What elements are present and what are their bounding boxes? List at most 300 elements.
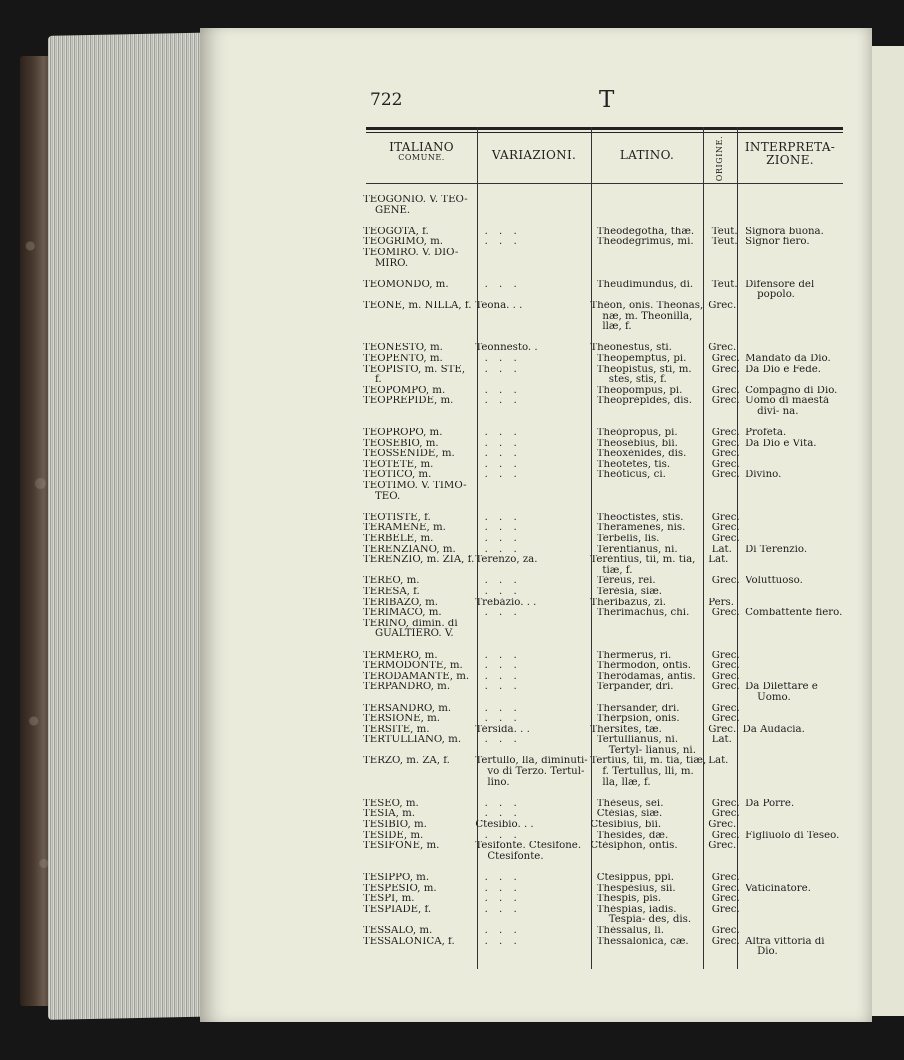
entry-latino: Thesides, dæ.	[596, 830, 669, 841]
entry-latino	[590, 248, 707, 269]
entry-origine: Pers.	[708, 597, 735, 608]
entry-interpretazione	[745, 460, 845, 471]
entry-interpretazione: Uomo di maestà divi- na.	[745, 396, 830, 417]
table-row	[363, 396, 845, 417]
table-row	[363, 460, 845, 471]
table-row	[363, 555, 845, 576]
entry-latino: Thersites, tæ.	[590, 724, 662, 735]
entry-variazioni: . . .	[484, 279, 521, 290]
row-spacer	[363, 502, 845, 513]
entry-latino: Terèsia, siæ.	[596, 586, 663, 597]
entry-origine: Grec.	[711, 798, 740, 809]
entry-latino: Thèon, onis. Theonas, næ, m. Theonilla, llæ, f.	[590, 300, 704, 333]
entry-origine: Grec.	[711, 459, 740, 470]
entry-variazioni	[475, 195, 590, 216]
table-row	[363, 248, 845, 269]
entry-interpretazione: Figliuolo di Teseo.	[745, 830, 840, 841]
entry-latino: Thessalonica, cæ.	[596, 936, 689, 947]
entry-origine	[707, 248, 742, 269]
header-origine	[703, 136, 737, 180]
entry-variazioni: . . .	[484, 512, 521, 523]
entry-latino	[590, 195, 707, 216]
entry-interpretazione	[743, 598, 845, 609]
entry-origine: Grec.	[711, 661, 740, 672]
header-interpretazione-line-1: INTERPRETA-	[744, 140, 836, 154]
table-row	[363, 237, 845, 248]
header-interpretazione-line-2: ZIONE.	[766, 152, 814, 167]
entry-interpretazione: Da Dio e Vita.	[745, 438, 817, 449]
entry-italiano: TEÒPROPO, m.	[363, 428, 443, 439]
entry-latino: Thespèsius, sii.	[596, 883, 676, 894]
entry-italiano: TERINO, dimin. di GUALTIERO. V.	[363, 618, 458, 640]
table-row	[363, 661, 845, 672]
entry-interpretazione: Signora buona.	[745, 226, 824, 237]
entry-variazioni: . . .	[484, 438, 521, 449]
entry-italiano: TERBELE, m.	[363, 534, 434, 544]
entry-variazioni: . . .	[484, 353, 521, 364]
entry-interpretazione	[745, 704, 845, 715]
entry-interpretazione: Divino.	[745, 470, 782, 481]
entry-origine: Grec.	[711, 904, 740, 915]
section-letter: T	[599, 87, 615, 113]
entry-interpretazione	[743, 841, 845, 862]
entry-interpretazione: Di Terenzio.	[745, 544, 808, 555]
header-italiano	[366, 141, 477, 162]
table-row	[363, 714, 845, 725]
entry-interpretazione	[743, 619, 845, 640]
entry-variazioni: . . .	[484, 237, 521, 248]
entry-latino: Theopemptus, pi.	[596, 353, 687, 364]
table-row	[363, 884, 845, 895]
entry-interpretazione: Da Audacia.	[742, 724, 805, 735]
table-row	[363, 608, 845, 619]
table-row	[363, 513, 845, 524]
entry-interpretazione: Difensore del popolo.	[745, 279, 815, 301]
entry-variazioni: . . .	[484, 735, 521, 746]
table-row	[363, 598, 845, 609]
entry-variazioni: . . .	[484, 396, 521, 407]
entry-interpretazione	[745, 651, 845, 662]
table-row	[363, 937, 845, 958]
entry-italiano: TEOPISTO, m. STE, f.	[363, 364, 466, 386]
book-page	[200, 28, 872, 1022]
entry-interpretazione	[745, 672, 845, 683]
entry-latino: Tertullianus, ni. Tertyl- lianus, ni.	[596, 735, 696, 756]
entry-variazioni: . . .	[484, 459, 521, 470]
table-row	[363, 799, 845, 810]
entry-variazioni	[475, 619, 590, 640]
entry-latino: Theoprèpides, dis.	[596, 396, 692, 407]
entry-variazioni	[475, 481, 590, 502]
entry-variazioni: Tertullo, lla, diminuti- vo di Terzo. Tertul- lino.	[475, 756, 588, 788]
entry-interpretazione	[745, 523, 845, 534]
entry-latino: Theodegrimus, mi.	[596, 237, 694, 248]
entry-origine	[711, 587, 745, 598]
table-row	[363, 587, 845, 598]
header-latino	[591, 149, 703, 162]
entry-interpretazione	[745, 661, 845, 672]
entry-latino: Theopompus, pi.	[596, 385, 683, 396]
entry-italiano: TERENZIANO, m.	[363, 544, 456, 555]
entry-origine: Grec.	[711, 428, 740, 439]
entry-variazioni: . . .	[484, 925, 521, 936]
entry-variazioni: . . .	[484, 534, 521, 544]
entry-interpretazione	[745, 894, 845, 905]
entry-origine: Grec.	[711, 936, 740, 947]
entry-latino: Thespis, pis.	[596, 894, 662, 905]
entry-italiano: TERMODONTE, m.	[363, 661, 463, 672]
entry-origine: Grec.	[711, 830, 740, 841]
entry-origine: Teut.	[711, 279, 738, 290]
entry-variazioni: . . .	[484, 364, 521, 375]
entry-variazioni: . . .	[484, 576, 521, 587]
entry-latino: Theodegotha, thæ.	[596, 226, 695, 237]
entry-origine: Grec.	[711, 671, 740, 682]
entry-variazioni: . . .	[484, 894, 521, 905]
entry-variazioni: Tèrsida. . .	[475, 724, 530, 735]
entry-variazioni: . . .	[484, 449, 521, 460]
entry-italiano: TÈSSALO, m.	[363, 925, 433, 936]
entry-origine: Lat.	[708, 756, 729, 767]
table-row	[363, 280, 845, 301]
entry-origine: Grec.	[711, 364, 740, 375]
table-row	[363, 523, 845, 534]
entry-latino: Thèssalus, li.	[596, 925, 664, 936]
entry-origine: Grec.	[711, 449, 740, 460]
table-row	[363, 682, 845, 703]
entry-italiano: TEOGOTA, f.	[363, 226, 429, 237]
entry-variazioni: . . .	[484, 470, 521, 481]
entry-interpretazione: Compagno di Dio.	[745, 385, 838, 396]
entry-variazioni: . . .	[484, 544, 521, 555]
entry-italiano: TESÌBIO, m.	[363, 820, 427, 831]
entry-origine: Grec.	[711, 353, 740, 364]
entry-latino: Terbelis, lis.	[596, 534, 660, 544]
entry-interpretazione: Mandato da Dio.	[745, 353, 831, 364]
entry-origine: Grec.	[708, 841, 737, 852]
table-row	[363, 672, 845, 683]
table-row	[363, 735, 845, 756]
entry-latino: Thèrmodon, ontis.	[596, 661, 692, 672]
table-row	[363, 704, 845, 715]
table-row	[363, 873, 845, 884]
table-row	[363, 227, 845, 238]
entry-latino: Terèntius, tii, m. tia, tiæ, f.	[590, 555, 696, 576]
entry-origine: Teut.	[711, 226, 738, 237]
entry-latino: Tertius, tii, m. tia, tiæ, f. Tertullus, lli, m. lla, llæ, f.	[590, 756, 707, 788]
entry-variazioni: . . .	[484, 226, 521, 237]
entry-italiano: TÈSIA, m.	[363, 809, 415, 820]
entry-italiano: TEOPENTO, m.	[363, 353, 443, 364]
entry-interpretazione: Da Dilettare e Uomo.	[745, 682, 818, 703]
entry-variazioni: . . .	[484, 650, 521, 661]
table-row	[363, 619, 845, 640]
entry-latino: Thèrpsion, onis.	[596, 714, 680, 725]
table-row	[363, 470, 845, 481]
table-row	[363, 195, 845, 216]
entry-origine	[707, 481, 742, 502]
entry-latino: Theoxènides, dis.	[596, 449, 687, 460]
entry-interpretazione: Altra vittoria di Dio.	[745, 936, 825, 958]
entry-interpretazione: Signor fiero.	[745, 237, 810, 248]
entry-latino: Theopistus, sti, m. stes, stis, f.	[596, 364, 692, 386]
entry-italiano: TEOSSÈNIDE, m.	[363, 449, 455, 460]
entry-latino: Theròdamas, antis.	[596, 671, 696, 682]
entry-italiano: TEÒPOMPO, m.	[363, 385, 446, 396]
entry-origine: Grec.	[711, 714, 740, 725]
entry-latino: Ctèsiphon, ontis.	[590, 841, 678, 852]
entry-variazioni: . . .	[484, 809, 521, 820]
entry-origine: Grec.	[711, 894, 740, 905]
table-row	[363, 725, 845, 736]
entry-origine: Grec.	[708, 724, 737, 735]
entry-italiano: TÈSEO, m.	[363, 798, 419, 809]
entry-variazioni: Trebàzio. . .	[475, 597, 537, 608]
entry-variazioni: . . .	[484, 873, 521, 883]
entry-latino	[590, 619, 707, 640]
entry-variazioni: . . .	[484, 936, 521, 947]
entry-interpretazione	[743, 555, 845, 576]
entry-origine: Grec.	[711, 576, 740, 587]
entry-origine: Grec.	[711, 650, 740, 661]
header-variazioni-label: VARIAZIONI.	[491, 148, 577, 162]
table-row	[363, 428, 845, 439]
entry-origine: Grec.	[711, 873, 740, 883]
facing-page-edge	[868, 46, 904, 1016]
header-rule-thin	[366, 132, 843, 133]
entry-latino: Ctèsias, siæ.	[596, 809, 663, 820]
entry-interpretazione	[745, 449, 845, 460]
entry-italiano: TERESA, f.	[363, 586, 420, 597]
entry-italiano: TERIBAZO, m.	[363, 597, 438, 608]
entry-latino: Ctesibius, bii.	[590, 820, 662, 831]
entry-latino: Terentianus, ni.	[596, 544, 678, 555]
header-italiano-label: ITALIANO	[389, 140, 454, 154]
entry-interpretazione: Voluttuoso.	[745, 576, 803, 587]
entry-italiano: TEÒTICO, m.	[363, 470, 432, 481]
entry-origine: Grec.	[711, 396, 740, 407]
entry-latino: Ctesippus, ppi.	[596, 873, 675, 883]
entry-italiano: TESIFONE, m.	[363, 841, 440, 852]
table-row	[363, 545, 845, 556]
entry-italiano: TERZO, m. ZA, f.	[363, 756, 450, 767]
header-bottom-rule	[366, 183, 843, 184]
table-row	[363, 756, 845, 788]
entry-interpretazione	[745, 905, 845, 926]
entry-interpretazione	[745, 534, 845, 545]
table-row	[363, 905, 845, 926]
entry-interpretazione	[745, 513, 845, 524]
entry-interpretazione	[743, 343, 845, 354]
entry-italiano: TERTULLIANO, m.	[363, 735, 462, 746]
entry-italiano: TÈREO, m.	[363, 576, 420, 587]
entry-variazioni: . . .	[484, 904, 521, 915]
entry-italiano: TERODAMANTE, m.	[363, 671, 470, 682]
entry-variazioni: . . .	[484, 682, 521, 693]
entry-variazioni: Teona. . .	[475, 300, 523, 311]
entry-origine: Grec.	[711, 470, 740, 481]
entry-origine: Grec.	[711, 682, 740, 693]
entry-origine: Grec.	[711, 523, 740, 534]
entry-variazioni: . . .	[484, 523, 521, 534]
table-row	[363, 354, 845, 365]
entry-latino: Theotetes, tis.	[596, 459, 671, 470]
entry-italiano: TESPIADE, f.	[363, 904, 432, 915]
entry-latino: Theonestus, sti.	[590, 343, 672, 354]
entry-origine: Grec.	[708, 300, 737, 311]
entry-variazioni: Teonnesto. .	[475, 343, 538, 354]
entry-variazioni: . . .	[484, 586, 521, 597]
table-row	[363, 439, 845, 450]
entry-origine	[707, 195, 742, 216]
entry-variazioni: Ctesìbio. . .	[475, 820, 534, 831]
row-spacer	[363, 269, 845, 280]
entry-italiano: TERAMENE, m.	[363, 523, 446, 534]
entry-variazioni: . . .	[484, 703, 521, 714]
row-spacer	[363, 333, 845, 344]
entry-italiano: TESPÈSIO, m.	[363, 883, 437, 894]
entry-interpretazione	[745, 735, 845, 756]
entry-variazioni: . . .	[484, 608, 521, 619]
dictionary-table	[363, 195, 845, 958]
entry-variazioni: . . .	[484, 714, 521, 725]
entry-interpretazione	[745, 587, 845, 598]
row-spacer	[363, 417, 845, 428]
row-spacer	[363, 862, 845, 873]
entry-italiano: TEOMONDO, m.	[363, 279, 449, 290]
entry-latino: Theosèbius, bii.	[596, 438, 678, 449]
entry-origine: Lat.	[711, 544, 732, 555]
entry-latino: Theòpropus, pi.	[596, 428, 678, 439]
entry-italiano: TEONE, m. NILLA, f.	[363, 300, 472, 311]
entry-origine	[707, 619, 742, 640]
table-row	[363, 365, 845, 386]
table-row	[363, 449, 845, 460]
header-interpretazione	[737, 141, 843, 166]
table-row	[363, 576, 845, 587]
entry-latino: Thèspias, iadis. Tespia- des, dis.	[596, 904, 692, 926]
entry-origine: Grec.	[711, 925, 740, 936]
header-variazioni	[477, 149, 591, 162]
entry-origine: Teut.	[711, 237, 738, 248]
entry-italiano: TERÌMACO, m.	[363, 608, 442, 619]
entry-italiano: TERSIONE, m.	[363, 714, 440, 725]
row-spacer	[363, 640, 845, 651]
entry-interpretazione	[745, 809, 845, 820]
entry-italiano: TEÒTIMO. V. TIMÒ- TEO.	[363, 481, 467, 502]
row-spacer	[363, 788, 845, 799]
header-comune-label: COMUNE.	[398, 152, 445, 162]
entry-interpretazione: Da Porre.	[745, 798, 795, 809]
table-row	[363, 481, 845, 502]
entry-italiano: TEOTETE, m.	[363, 459, 434, 470]
table-row	[363, 894, 845, 905]
entry-variazioni: Terenzo, za.	[475, 555, 538, 566]
entry-italiano: TESSALONICA, f.	[363, 936, 455, 947]
entry-origine: Grec.	[711, 512, 740, 523]
entry-latino: Theoctistes, stis.	[596, 512, 684, 523]
entry-latino: Thermerus, ri.	[596, 650, 672, 661]
table-row	[363, 926, 845, 937]
entry-interpretazione: Vaticinatore.	[745, 883, 811, 894]
entry-italiano: TERMERO, m.	[363, 650, 438, 661]
table-row	[363, 386, 845, 397]
table-row	[363, 809, 845, 820]
entry-interpretazione	[743, 195, 845, 216]
table-row	[363, 651, 845, 662]
entry-variazioni: Tesifonte. Ctesifone. Ctesifonte.	[475, 841, 582, 862]
entry-italiano: TERSITE, m.	[363, 724, 430, 735]
entry-interpretazione: Combattente fiero.	[745, 608, 843, 619]
table-row	[363, 831, 845, 842]
entry-interpretazione: Da Dio e Fede.	[745, 364, 821, 375]
entry-latino: Theudimundus, di.	[596, 279, 694, 290]
entry-origine: Grec.	[711, 385, 740, 396]
entry-italiano: TEOGÒNIO. V. TEÒ- GENE.	[363, 195, 468, 216]
entry-variazioni: . . .	[484, 661, 521, 672]
entry-italiano: TERPANDRO, m.	[363, 682, 451, 693]
table-row	[363, 301, 845, 333]
entry-variazioni: . . .	[484, 798, 521, 809]
entry-italiano: TERSANDRO, m.	[363, 703, 452, 714]
entry-italiano: TESIDE, m.	[363, 830, 424, 841]
entry-latino: Therìmachus, chi.	[596, 608, 690, 619]
entry-interpretazione	[745, 926, 845, 937]
row-spacer	[363, 216, 845, 227]
entry-origine: Grec.	[711, 608, 740, 619]
entry-italiano: TEOMIRO. V. DIO- MIRO.	[363, 247, 459, 269]
entry-variazioni: . . .	[484, 428, 521, 439]
entry-origine: Grec.	[711, 703, 740, 714]
entry-italiano: TEOPRÈPIDE, m.	[363, 396, 454, 407]
header-origine-label: ORIGINE.	[715, 135, 725, 181]
entry-latino: Thèseus, sei.	[596, 798, 664, 809]
entry-origine: Lat.	[708, 555, 729, 566]
entry-interpretazione	[743, 301, 845, 333]
entry-italiano: TESPI, m.	[363, 894, 415, 905]
table-row	[363, 534, 845, 545]
entry-interpretazione	[745, 714, 845, 725]
entry-latino: Theramenes, nis.	[596, 523, 686, 534]
entry-interpretazione	[743, 248, 845, 269]
table-row	[363, 820, 845, 831]
entry-latino: Terpander, dri.	[596, 682, 674, 693]
entry-interpretazione	[743, 756, 845, 788]
entry-latino: Theribazus, zi.	[590, 597, 666, 608]
entry-variazioni	[475, 248, 590, 269]
entry-variazioni: . . .	[484, 385, 521, 396]
entry-origine: Grec.	[711, 883, 740, 894]
entry-variazioni: . . .	[484, 883, 521, 894]
entry-latino: Thersander, dri.	[596, 703, 680, 714]
entry-interpretazione: Profeta.	[745, 428, 787, 439]
entry-interpretazione	[743, 820, 845, 831]
entry-variazioni: . . .	[484, 671, 521, 682]
entry-origine: Grec.	[708, 820, 737, 831]
entry-origine: Grec.	[708, 343, 737, 354]
table-row	[363, 841, 845, 862]
entry-origine: Grec.	[711, 534, 740, 544]
entry-variazioni: . . .	[484, 830, 521, 841]
page-number: 722	[370, 90, 403, 110]
entry-italiano: TEONESTO, m.	[363, 343, 443, 354]
table-row	[363, 343, 845, 354]
entry-latino	[590, 481, 707, 502]
entry-interpretazione	[745, 873, 845, 884]
entry-latino: Theòticus, ci.	[596, 470, 666, 481]
entry-italiano: TERÈNZIO, m. ZIA, f.	[363, 555, 475, 566]
entry-italiano: TEOSÈBIO, m.	[363, 438, 439, 449]
